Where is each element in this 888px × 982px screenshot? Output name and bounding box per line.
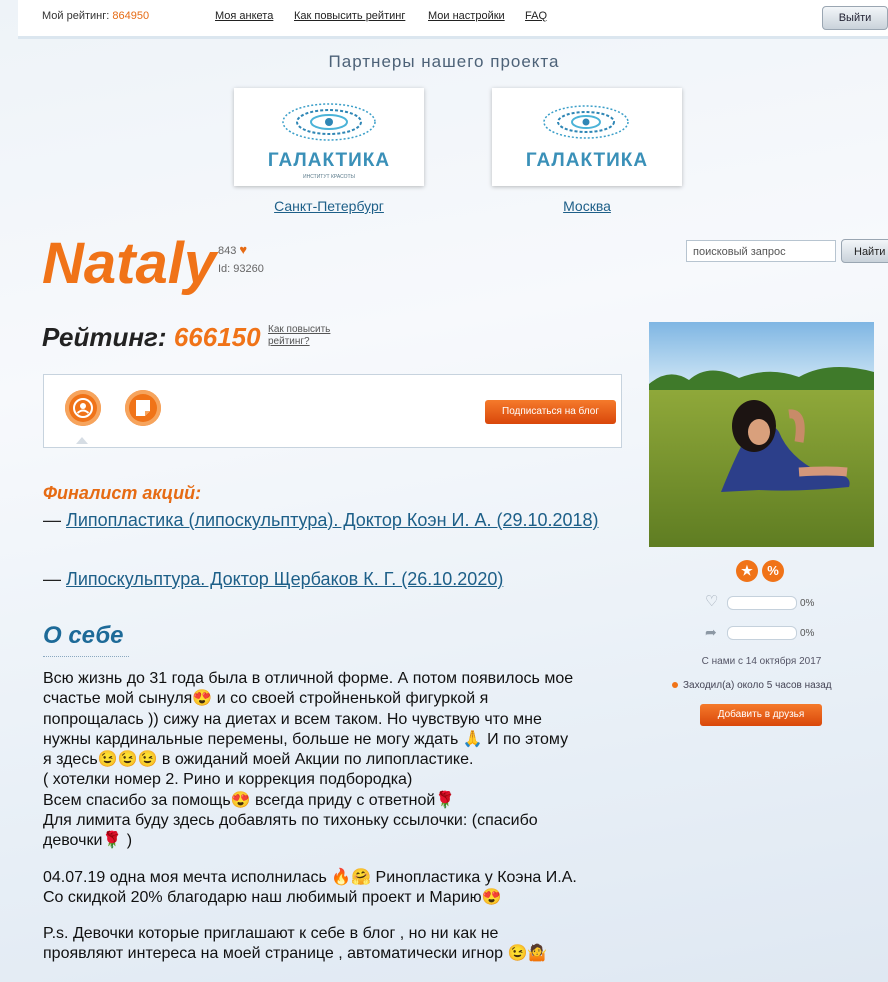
finalist-title: Финалист акций:	[43, 483, 202, 503]
partner-card-moscow[interactable]	[492, 88, 682, 186]
partner-city-link-moscow[interactable]: Москва	[563, 198, 611, 214]
share-arrow-icon: ➦	[705, 624, 717, 640]
partners-title: Партнеры нашего проекта	[328, 52, 560, 71]
about-line: Со скидкой 20% благодарю наш любимый проект и Марию😍	[43, 889, 502, 907]
likes-count	[218, 242, 247, 257]
logout-button[interactable]: Выйти	[822, 6, 888, 30]
about-line: проявляют интереса на моей странице , автоматически игнор 😉🤷	[43, 945, 548, 963]
profile-rating-value: 666150	[173, 322, 261, 352]
star-badge-icon[interactable]: ★	[736, 560, 758, 582]
nav-my-profile[interactable]: Моя анкета	[215, 10, 274, 22]
about-paragraph-3	[43, 924, 547, 965]
about-line: 04.07.19 одна моя мечта исполнилась 🔥🤗 Ринопластика у Коэна И.А.	[43, 869, 577, 886]
subscribe-blog-button[interactable]: Подписаться на блог	[485, 400, 616, 424]
about-line: P.s. Девочки которые приглашают к себе в блог , но ни как не	[43, 925, 499, 942]
top-bar	[18, 0, 888, 39]
tab-blog[interactable]	[125, 390, 161, 426]
my-rating-label: Мой рейтинг:	[42, 10, 110, 22]
search-input[interactable]: поисковый запрос	[686, 240, 836, 262]
likes-percent: 0%	[800, 598, 815, 609]
last-visit-text: Заходил(а) около 5 часов назад	[683, 680, 832, 691]
shares-percent: 0%	[800, 628, 815, 639]
galaxy-logo-icon	[279, 96, 379, 148]
profile-photo-image	[649, 322, 874, 547]
about-line: девочки🌹 )	[43, 832, 133, 850]
partner-brand: ГАЛАКТИКА	[525, 150, 649, 171]
discount-badge-icon[interactable]: %	[762, 560, 784, 582]
partner-city-link-spb[interactable]: Санкт-Петербург	[274, 198, 384, 214]
about-title: О себе	[43, 622, 124, 649]
about-paragraph-2	[43, 868, 577, 909]
about-paragraph-1	[43, 669, 573, 852]
profile-name: Nataly	[42, 231, 217, 296]
partner-brand: ГАЛАКТИКА	[267, 150, 391, 171]
galaxy-logo-icon	[540, 100, 632, 144]
partner-tagline: ИНСТИТУТ КРАСОТЫ	[303, 174, 355, 180]
nav-how-to-raise-rating[interactable]: Как повысить рейтинг	[294, 10, 406, 22]
about-line: Всю жизнь до 31 года была в отличной форме. А потом появилось мое	[43, 670, 574, 687]
my-rating	[42, 10, 149, 22]
likes-count-value: 843	[218, 245, 237, 257]
likes-progress-bar	[727, 596, 797, 610]
my-rating-value: 864950	[112, 10, 150, 22]
about-line: Всем спасибо за помощь😍 всегда приду с ответной🌹	[43, 791, 456, 809]
last-visit	[672, 680, 832, 691]
tab-profile[interactable]	[65, 390, 101, 426]
user-icon	[65, 390, 101, 426]
member-since: С нами с 14 октября 2017	[701, 656, 822, 667]
about-line: ( хотелки номер 2. Рино и коррекция подбородка)	[43, 771, 413, 789]
nav-my-settings[interactable]: Мои настройки	[428, 10, 505, 22]
about-line: я здесь😉😉😉 в ожиданий моей Акции по липопластике.	[43, 751, 474, 769]
finalist-link[interactable]: Липоскульптура. Доктор Щербаков К. Г. (26.10.2020)	[66, 569, 504, 589]
shares-progress-bar	[727, 626, 797, 640]
partner-card-spb[interactable]	[234, 88, 424, 186]
how-raise-rating-link[interactable]: Как повысить рейтинг?	[268, 324, 331, 347]
add-friend-button[interactable]: Добавить в друзья	[700, 704, 822, 726]
profile-photo[interactable]	[649, 322, 874, 547]
nav-faq[interactable]: FAQ	[525, 10, 548, 22]
finalist-link[interactable]: Липопластика (липоскульптура). Доктор Коэн И. А. (29.10.2018)	[66, 510, 599, 530]
profile-rating-label: Рейтинг:	[42, 322, 167, 352]
about-line: нужны кардинальные перемены, больше не могу ждать 🙏 И по этому	[43, 730, 569, 748]
search-button[interactable]: Найти	[841, 239, 888, 263]
heart-icon: ♥	[239, 242, 248, 257]
finalist-item: — Липопластика (липоскульптура). Доктор Коэн И. А. (29.10.2018)	[43, 510, 599, 530]
status-dot-icon	[672, 682, 678, 688]
profile-rating	[42, 322, 261, 353]
profile-id: Id: 93260	[218, 263, 264, 275]
about-line: попрощалась )) сижу на диетах и всем таком. Но чувствую что мне	[43, 710, 542, 728]
about-divider	[43, 656, 129, 657]
heart-outline-icon: ♡	[705, 593, 719, 610]
active-tab-indicator	[76, 437, 88, 444]
about-line: Для лимита буду здесь добавлять по тихоньку ссылочки: (спасибо	[43, 812, 538, 830]
about-line: счастье мой сынуля😍 и со своей стройненькой фигуркой я	[43, 690, 489, 708]
note-icon	[125, 390, 161, 426]
finalist-item: — Липоскульптура. Доктор Щербаков К. Г. (26.10.2020)	[43, 569, 504, 589]
